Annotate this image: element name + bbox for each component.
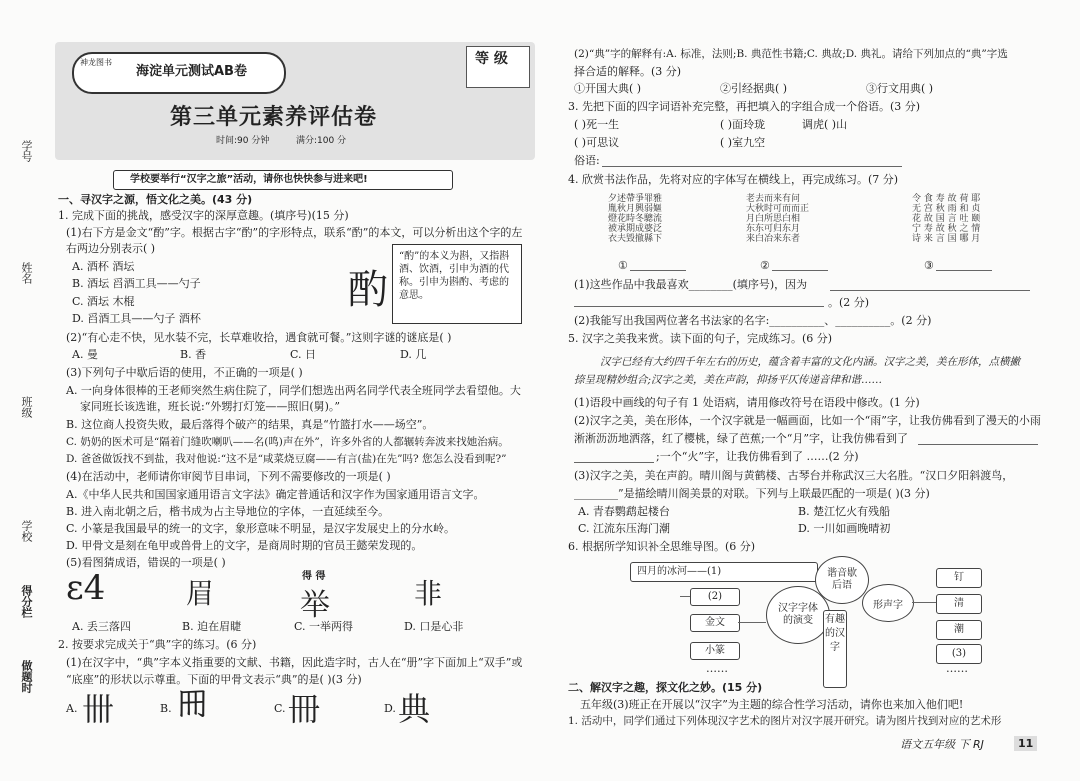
q3-word-1: ( )死一生 xyxy=(574,118,620,131)
q3-word-2: ( )面玲珑 xyxy=(720,118,766,131)
calli-blank-2 xyxy=(772,270,828,271)
definition-note-text: “酌”的本义为斟，又指斟酒、饮酒，引申为酒的代称。引申为斟酌、考虑的意思。 xyxy=(399,251,510,301)
q1-1-text: (1)右下方是金文“酌”字。根据古字“酌”的字形特点，联系“酌”的本文，可以分析出这个字的左 xyxy=(66,226,523,239)
q3-word-5: ( )室九空 xyxy=(720,136,766,149)
q2-2-item-3: ③行文用典( ) xyxy=(866,82,934,95)
q3-word-4: ( )可思议 xyxy=(574,136,620,149)
q6-text: 6. 根据所学知识补全思维导图。(6 分) xyxy=(568,540,756,553)
q2-1-text-b: “底座”的形状以示尊重。下面的甲骨文表示“典”的是( )(3 分) xyxy=(66,673,362,686)
q1-2-option-d: D. 几 xyxy=(400,348,427,361)
riddle-option-c: C. 一举两得 xyxy=(294,620,354,633)
activity-banner xyxy=(113,170,453,190)
calli-blank-1 xyxy=(630,270,686,271)
q1-1-option-b: B. 酒坛 舀酒工具——勺子 xyxy=(72,277,201,290)
q1-4-line-a: A.《中华人民共和国国家通用语言文字法》确定普通话和汉字作为国家通用语言文字。 xyxy=(66,488,485,501)
mindmap-left-item-1: (2) xyxy=(690,588,740,606)
mindmap-right-item-2: 清 xyxy=(936,594,982,614)
side-label-score: 得分栏 xyxy=(20,585,33,618)
calli-num-1: ① xyxy=(618,259,628,272)
side-label-class: 班级 xyxy=(20,396,33,418)
q3-saying-line xyxy=(602,166,902,167)
q1-2-option-c: C. 日 xyxy=(290,348,317,361)
riddle-label-c: 得 得 xyxy=(302,571,326,582)
q4-1-reason-line xyxy=(830,290,1030,291)
q5-passage-2: 捺呈现精妙组合;汉字之美，美在声韵，抑扬平仄传递音律和谐…… xyxy=(574,374,883,386)
section-2-heading: 二、解汉字之趣，探文化之妙。(15 分) xyxy=(568,681,763,694)
q4-2-text: (2)我能写出我国两位著名书法家的名字:__________、__________。(2 分) xyxy=(574,314,932,327)
calligraphy-2: 老去而来有问 大秋时可而而正 月白所思白相 东东可归东月 来白冶来东者 xyxy=(746,194,810,244)
q5-2-blank-2 xyxy=(574,462,654,463)
right-page xyxy=(540,0,1080,781)
q1-text: 1. 完成下面的挑战，感受汉字的深厚意趣。(填序号)(15 分) xyxy=(58,209,349,222)
q5-option-c: C. 江流东压海门潮 xyxy=(578,522,671,535)
q5-option-a: A. 青春鹦鹉起楼台 xyxy=(578,505,670,518)
riddle-option-b: B. 迫在眉睫 xyxy=(182,620,242,633)
section-2-q1: 1. 活动中，同学们通过下列体现汉字艺术的图片对汉字展开研究。请为图片找到对应的艺术形 xyxy=(568,715,1002,727)
riddle-image-b: 眉 xyxy=(186,577,215,610)
mindmap-right-item-3: 潮 xyxy=(936,620,982,640)
mindmap-left-item-2: 金文 xyxy=(690,614,740,632)
q5-text: 5. 汉字之美我来赏。读下面的句子，完成练习。(6 分) xyxy=(568,332,833,345)
definition-note xyxy=(392,244,522,324)
side-label-name: 姓名 xyxy=(20,262,33,284)
grade-label: 等 级 xyxy=(475,51,508,67)
q5-option-d: D. 一川如画晚晴初 xyxy=(798,522,891,535)
q2-2-text-b: 择合适的解释。(3 分) xyxy=(574,65,682,78)
q5-option-b: B. 楚江忆火有残船 xyxy=(798,505,891,518)
score-info: 满分:100 分 xyxy=(296,136,347,146)
q2-option-c: C. xyxy=(274,702,286,715)
q4-1-reason-line-2 xyxy=(574,306,824,307)
q1-1-option-a: A. 酒杯 酒坛 xyxy=(72,260,135,273)
q2-option-d: D. xyxy=(384,702,396,715)
q1-3-line-d: D. 爸爸做饭找不到盐，我对他说:“这不是“咸菜烧豆腐——有言(盐)在先”吗? 您怎么没看到呢?” xyxy=(66,453,507,465)
q3-saying-label: 俗语: xyxy=(574,154,600,167)
side-label-id: 学号 xyxy=(20,140,33,162)
section-2-intro: 五年级(3)班正在开展以“汉字”为主题的综合性学习活动，请你也来加入他们吧! xyxy=(580,698,964,711)
q1-3-line-c: C. 奶奶的医术可是“隔着门缝吹喇叭——名(鸣)声在外”，许多外省的人都辗转奔波来找她治病。 xyxy=(66,436,509,448)
oracle-glyph-b: 𠕁 xyxy=(176,684,209,722)
mindmap-right-item-4: (3) xyxy=(936,644,982,664)
mindmap-trunk: 有趣的汉字 xyxy=(823,610,847,688)
q1-3-text: (3)下列句子中歇后语的使用，不正确的一项是( ) xyxy=(66,366,303,379)
q1-1-option-d: D. 舀酒工具——勺子 酒杯 xyxy=(72,312,201,325)
footer-subject: 语文五年级 下 RJ xyxy=(900,738,984,751)
mindmap-center-label: 汉字字体的演变 xyxy=(778,603,818,626)
activity-text: 学校要举行“汉字之旅”活动，请你也快快参与进来吧! xyxy=(130,174,368,185)
mindmap-center-node xyxy=(766,586,830,644)
oracle-glyph-c: 冊 xyxy=(288,690,321,728)
riddle-image-c: 举 xyxy=(300,588,330,623)
mindmap-left-item-3: 小篆 xyxy=(690,642,740,660)
mindmap-right-more: …… xyxy=(946,662,968,675)
side-label-school: 学校 xyxy=(20,520,33,542)
calligraphy-3: 令 食 寿 故 荷 耶 无 宫 秋 雨 和 贞 花 故 国 言 吐 颐 宁 寿 故 秋 之 情 诗 来 言 国 哪 月 xyxy=(912,194,981,244)
q2-2-text: (2)“典”字的解释有:A. 标准，法则;B. 典范性书籍;C. 典故;D. 典礼。请给下列加点的“典”字选 xyxy=(574,48,1008,60)
riddle-image-d: 非 xyxy=(414,577,443,610)
q2-text: 2. 按要求完成关于“典”字的练习。(6 分) xyxy=(58,638,257,651)
calli-num-3: ③ xyxy=(924,259,934,272)
q1-3-line-a: A. 一向身体很棒的王老师突然生病住院了，同学们想选出两名同学代表全班同学去看望他。大 xyxy=(66,384,521,397)
q1-5-text: (5)看图猜成语，错误的一项是( ) xyxy=(66,556,226,569)
q1-2-text: (2)“有心走不快，见水装不完，长草难收拾，遇食就可餐。”这则字谜的谜底是( ) xyxy=(66,331,452,344)
page-title: 第三单元素养评估卷 xyxy=(170,105,378,130)
q1-1-option-c: C. 酒坛 木棍 xyxy=(72,295,135,308)
q1-4-line-c: C. 小篆是我国最早的统一的文字，象形意味不明显，是汉字发展史上的分水岭。 xyxy=(66,522,456,535)
mindmap-link-1 xyxy=(680,596,690,597)
q5-2-blank-1 xyxy=(918,444,1038,445)
q1-4-text: (4)在活动中，老师请你审阅节目串词，下列不需要修改的一项是( ) xyxy=(66,470,391,483)
q1-3-line-a2: 家同班长该选谁，班长说:“外甥打灯笼——照旧(舅)。” xyxy=(80,400,341,413)
oracle-glyph-a: 卌 xyxy=(82,690,115,728)
q5-2-text: (2)汉字之美，美在形体，一个汉字就是一幅画面，比如一个“雨”字，让我仿佛看到了漫天的小雨 xyxy=(574,414,1041,427)
q4-1-text: (1)这些作品中我最喜欢________(填序号)，因为 xyxy=(574,278,808,291)
side-label-time: 做题时 xyxy=(20,660,33,693)
q5-passage-1: 汉字已经有大约四千年左右的历史，蕴含着丰富的文化内涵。汉字之美，美在形体，点横撇 xyxy=(600,356,1020,368)
q5-2-text-c: ;一个“火”字，让我仿佛看到了 ……(2 分) xyxy=(656,450,859,463)
q5-3-text-b: ________”是描绘晴川阁美景的对联。下列与上联最匹配的一项是( )(3 分) xyxy=(574,487,930,500)
mindmap-top-box: 四月的冰河——(1) xyxy=(630,562,818,582)
q1-4-line-b: B. 进入南北朝之后，楷书成为占主导地位的字体，一直延续至今。 xyxy=(66,505,390,518)
q4-1-score: 。(2 分) xyxy=(828,296,870,309)
q1-2-option-a: A. 曼 xyxy=(72,348,98,361)
oracle-glyph-d: 典 xyxy=(398,690,431,728)
time-info: 时间:90 分钟 xyxy=(216,136,270,146)
brand-logo: 神龙图书 xyxy=(80,58,112,67)
mindmap-harmonic-label: 谐音歇后语 xyxy=(827,568,857,591)
q2-option-b: B. xyxy=(160,702,172,715)
q3-text: 3. 先把下面的四字词语补充完整，再把填入的字组合成一个俗语。(3 分) xyxy=(568,100,921,113)
q2-1-text: (1)在汉字中，“典”字本义指重要的文献、书籍，因此造字时，古人在“册”字下面加上“双手”或 xyxy=(66,656,523,669)
q1-4-line-d: D. 甲骨文是刻在龟甲或兽骨上的文字，是商周时期的官员王懿荣发现的。 xyxy=(66,539,423,552)
calli-blank-3 xyxy=(936,270,992,271)
mindmap-right-item-1: 钉 xyxy=(936,568,982,588)
calligraphy-1: 夕述帶爭罪雅 胤秋月興弱嫗 燈花時冬驄流 被承期成婆泛 衣夫毀撤縣下 xyxy=(608,194,663,244)
calli-num-2: ② xyxy=(760,259,770,272)
q3-word-3: 调虎( )山 xyxy=(802,118,848,131)
mindmap-link-2 xyxy=(738,622,766,623)
riddle-option-d: D. 口是心非 xyxy=(404,620,464,633)
riddle-image-a: ɛ4 xyxy=(66,568,106,608)
q1-3-line-b: B. 这位商人投资失败，最后落得个破产的结果，真是“竹篮打水——场空”。 xyxy=(66,418,434,431)
section-1-heading: 一、寻汉字之源，悟文化之美。(43 分) xyxy=(58,193,253,206)
riddle-option-a: A. 丢三落四 xyxy=(72,620,131,633)
q5-3-text: (3)汉字之美，美在声韵。晴川阁与黄鹤楼、古琴台并称武汉三大名胜。“汉口夕阳斜渡鸟， xyxy=(574,469,1014,482)
brand-title: 海淀单元测试AB卷 xyxy=(136,64,247,79)
q2-2-item-2: ②引经据典( ) xyxy=(720,82,788,95)
grade-box xyxy=(466,46,530,88)
q1-1-text-b: 右两边分别表示( ) xyxy=(66,242,156,255)
page-number: 11 xyxy=(1014,736,1037,751)
mindmap-right-node: 形声字 xyxy=(862,584,914,622)
ancient-char-zhuo: 酌 xyxy=(348,267,388,313)
q2-2-item-1: ①开国大典( ) xyxy=(574,82,642,95)
q4-text: 4. 欣赏书法作品，先将对应的字体写在横线上，再完成练习。(7 分) xyxy=(568,173,899,186)
mindmap-link-3 xyxy=(912,602,936,603)
q5-2-text-b: 淅淅沥沥地洒落，红了樱桃，绿了芭蕉;一个“月”字，让我仿佛看到了 xyxy=(574,432,908,445)
q1-2-option-b: B. 香 xyxy=(180,348,207,361)
q5-1-text: (1)语段中画线的句子有 1 处语病，请用修改符号在语段中修改。(1 分) xyxy=(574,396,920,409)
q2-option-a: A. xyxy=(66,702,78,715)
brand-banner xyxy=(72,52,286,94)
mindmap-left-more: …… xyxy=(706,662,728,675)
